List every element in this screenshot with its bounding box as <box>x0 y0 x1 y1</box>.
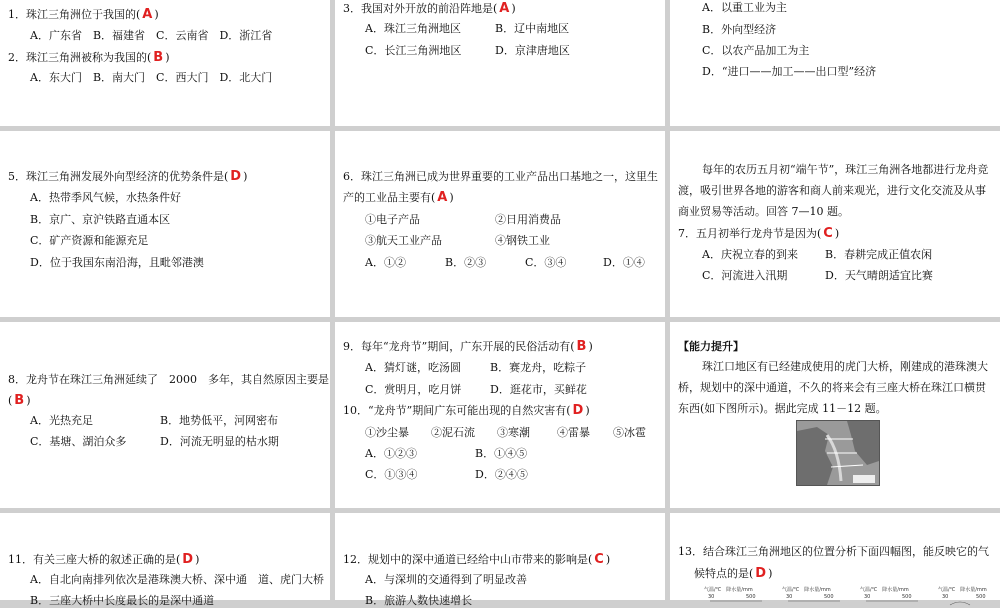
climate-chart-d-label: 气温/℃ 降水量/mm <box>938 587 987 593</box>
option-7d: D．天气晴朗适宜比赛 <box>825 269 933 282</box>
bridges-intro: 珠江口地区有已经建成使用的虎门大桥，刚建成的港珠澳大桥，规划中的深中通道，不久的将来会有三座大桥在珠江口横贯东西(如下图所示)。据此完成 11－12 题。 <box>678 360 988 415</box>
answer-8: B <box>14 393 25 408</box>
question-1: 1．珠江三角洲位于我国的( A ) <box>8 7 159 22</box>
question-7: 7．五月初举行龙舟节是因为( C ) <box>678 226 840 241</box>
question-8-line1: 8．龙舟节在珠江三角洲延续了 2000 多年，其自然原因主要是 <box>8 373 329 386</box>
option-6c: C．③④ <box>525 256 567 269</box>
option-10c: C．①③④ <box>365 468 418 481</box>
option-8d: D．河流无明显的枯水期 <box>160 435 279 448</box>
answer-3: A <box>499 1 510 16</box>
answer-1: A <box>142 7 153 22</box>
card-q7 <box>670 131 1000 317</box>
answer-5: D <box>230 169 242 184</box>
chart-a-tick-temp: 30 <box>708 594 715 600</box>
answer-10: D <box>572 403 584 418</box>
option-7b: B．春耕完成正值农闲 <box>825 248 933 261</box>
option-3c: C．长江三角洲地区 <box>365 44 462 57</box>
options-2: A．东大门 B．南大门 C．西大门 D．北大门 <box>30 71 273 84</box>
item-10-3: ③寒潮 <box>497 426 530 439</box>
chart-d-tick-temp: 30 <box>942 594 949 600</box>
card-q3 <box>335 0 665 126</box>
option-11b: B．三座大桥中长度最长的是深中通道 <box>30 594 215 607</box>
question-9: 9．每年“龙舟节”期间，广东开展的民俗活动有( B ) <box>343 339 593 354</box>
item-10-4: ④雷暴 <box>557 426 590 439</box>
item-6-1: ①电子产品 <box>365 213 420 226</box>
answer-11: D <box>182 552 194 567</box>
chart-b-tick-rain: 500 <box>824 594 834 600</box>
option-10a: A．①②③ <box>365 447 417 460</box>
option-8b: B．地势低平，河网密布 <box>160 414 279 427</box>
card-q11 <box>0 513 330 607</box>
answer-2: B <box>153 50 164 65</box>
card-q5 <box>0 131 330 317</box>
option-4b: B．外向型经济 <box>702 23 777 36</box>
answer-9: B <box>576 339 587 354</box>
options-1: A．广东省 B．福建省 C．云南省 D．浙江省 <box>30 29 273 42</box>
item-6-4: ④钢铁工业 <box>495 234 550 247</box>
option-5d: D．位于我国东南沿海，且毗邻港澳 <box>30 256 204 269</box>
option-10d: D．②④⑤ <box>475 468 528 481</box>
option-4c: C．以农产品加工为主 <box>702 44 810 57</box>
item-10-1: ①沙尘暴 <box>365 426 409 439</box>
chart-b-tick-temp: 30 <box>786 594 793 600</box>
question-5: 5．珠江三角洲发展外向型经济的优势条件是( D ) <box>8 169 248 184</box>
option-5b: B．京广、京沪铁路直通本区 <box>30 213 171 226</box>
option-10b: B．①④⑤ <box>475 447 528 460</box>
option-11a: A．自北向南排列依次是港珠澳大桥、深中通 道、虎门大桥 <box>30 573 324 586</box>
option-6b: B．②③ <box>445 256 487 269</box>
option-5c: C．矿产资源和能源充足 <box>30 234 149 247</box>
climate-chart-a-label: 气温/℃ 降水量/mm <box>704 587 753 593</box>
option-7c: C．河流进入汛期 <box>702 269 788 282</box>
card-q9-q10 <box>335 322 665 508</box>
option-3b: B．辽中南地区 <box>495 22 570 35</box>
card-q8 <box>0 322 330 508</box>
question-6-line2: 产的工业品主要有( A ) <box>343 190 454 205</box>
option-9d: D．逛花市，买鲜花 <box>490 383 587 396</box>
chart-c-tick-rain: 500 <box>902 594 912 600</box>
chart-a-tick-rain: 500 <box>746 594 756 600</box>
chart-c-tick-temp: 30 <box>864 594 871 600</box>
map-graphic <box>797 421 879 485</box>
dragon-boat-intro: 每年的农历五月初“端午节”，珠江三角洲各地都进行龙舟竞渡，吸引世界各地的游客和商人前来观光，进行文化交流及从事商业贸易等活动。回答 7—10 题。 <box>678 163 989 218</box>
item-6-2: ②日用消费品 <box>495 213 561 226</box>
option-4a: A．以重工业为主 <box>702 1 787 14</box>
option-6d: D．①④ <box>603 256 645 269</box>
question-13-line1: 13．结合珠江三角洲地区的位置分析下面四幅图，能反映它的气 <box>678 545 989 558</box>
option-3d: D．京津唐地区 <box>495 44 570 57</box>
question-3: 3．我国对外开放的前沿阵地是( A ) <box>343 1 516 16</box>
card-q13 <box>670 513 1000 600</box>
card-q12 <box>335 513 665 607</box>
card-q4-options <box>670 0 1000 126</box>
option-12a: A．与深圳的交通得到了明显改善 <box>365 573 527 586</box>
option-5a: A．热带季风气候，水热条件好 <box>30 191 181 204</box>
option-9c: C．赏明月，吃月饼 <box>365 383 462 396</box>
option-3a: A．珠江三角洲地区 <box>365 22 461 35</box>
question-12: 12．规划中的深中通道已经给中山市带来的影响是( C ) <box>343 552 611 567</box>
option-8c: C．基塘、湖泊众多 <box>30 435 127 448</box>
chart-d-tick-rain: 500 <box>976 594 986 600</box>
question-8-line2: ( B ) <box>8 393 31 408</box>
card-q1-q2 <box>0 0 330 126</box>
climate-chart-frames <box>670 599 1000 607</box>
climate-chart-b-label: 气温/℃ 降水量/mm <box>782 587 831 593</box>
option-6a: A．①② <box>365 256 406 269</box>
question-11: 11．有关三座大桥的叙述正确的是( D ) <box>8 552 200 567</box>
card-ability <box>670 322 1000 508</box>
answer-6: A <box>437 190 448 205</box>
question-13-line2: 候特点的是( D ) <box>694 566 773 581</box>
pearl-river-estuary-map <box>796 420 880 486</box>
question-10: 10．“龙舟节”期间广东可能出现的自然灾害有( D ) <box>343 403 590 418</box>
answer-13: D <box>755 566 767 581</box>
question-6-line1: 6．珠江三角洲已成为世界重要的工业产品出口基地之一，这里生 <box>343 170 658 183</box>
item-10-5: ⑤冰雹 <box>613 426 646 439</box>
card-q6 <box>335 131 665 317</box>
option-8a: A．光热充足 <box>30 414 93 427</box>
answer-12: C <box>594 552 604 567</box>
option-7a: A．庆祝立春的到来 <box>702 248 798 261</box>
option-9b: B．赛龙舟，吃粽子 <box>490 361 587 374</box>
item-10-2: ②泥石流 <box>431 426 475 439</box>
answer-7: C <box>823 226 833 241</box>
item-6-3: ③航天工业产品 <box>365 234 442 247</box>
climate-chart-c-label: 气温/℃ 降水量/mm <box>860 587 909 593</box>
section-heading: 【能力提升】 <box>678 340 744 353</box>
question-2: 2．珠江三角洲被称为我国的( B ) <box>8 50 170 65</box>
option-12b: B．旅游人数快速增长 <box>365 594 473 607</box>
option-4d: D．“进口——加工——出口型”经济 <box>702 65 877 78</box>
option-9a: A．猜灯谜，吃汤圆 <box>365 361 461 374</box>
